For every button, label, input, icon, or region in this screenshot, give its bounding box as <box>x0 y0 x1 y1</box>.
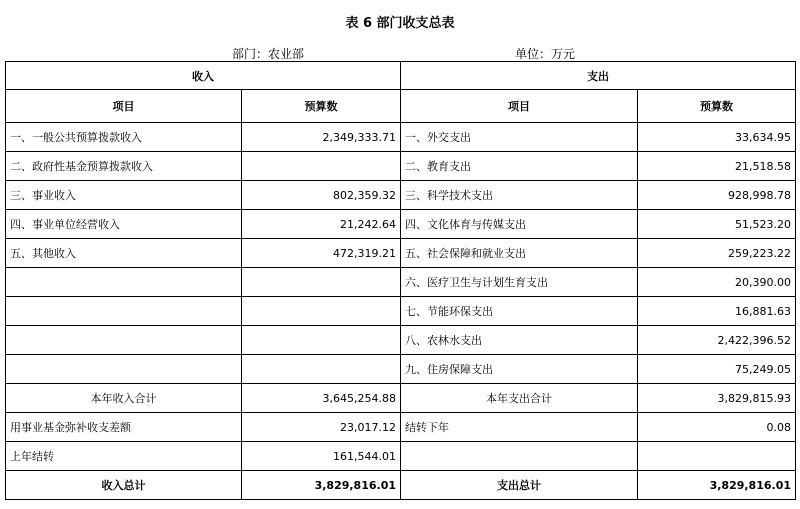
table-row <box>6 268 796 297</box>
income-item <box>6 268 242 297</box>
income-amount: 802,359.32 <box>242 181 401 210</box>
income-amount <box>242 326 401 355</box>
table-row <box>6 355 796 384</box>
expense-item: 六、医疗卫生与计划生育支出 <box>401 268 638 297</box>
expense-amount <box>638 442 796 471</box>
income-item-header: 项目 <box>6 90 242 123</box>
expense-item: 八、农林水支出 <box>401 326 638 355</box>
income-budget-header: 预算数 <box>242 90 401 123</box>
expense-amount: 0.08 <box>638 413 796 442</box>
expense-item <box>401 442 638 471</box>
income-amount: 2,349,333.71 <box>242 123 401 152</box>
income-amount <box>242 152 401 181</box>
expense-item: 结转下年 <box>401 413 638 442</box>
income-amount: 21,242.64 <box>242 210 401 239</box>
income-item: 用事业基金弥补收支差额 <box>6 413 242 442</box>
expense-budget-header: 预算数 <box>638 90 796 123</box>
expense-item: 九、住房保障支出 <box>401 355 638 384</box>
income-item: 四、事业单位经营收入 <box>6 210 242 239</box>
expense-header: 支出 <box>401 62 796 90</box>
income-item <box>6 355 242 384</box>
expense-amount: 51,523.20 <box>638 210 796 239</box>
expense-subtotal-label: 本年支出合计 <box>401 384 638 413</box>
income-subtotal-label: 本年收入合计 <box>6 384 242 413</box>
income-subtotal-amount: 3,645,254.88 <box>242 384 401 413</box>
expense-subtotal-amount: 3,829,815.93 <box>638 384 796 413</box>
income-item: 一、一般公共预算拨款收入 <box>6 123 242 152</box>
income-header: 收入 <box>6 62 401 90</box>
table-row <box>6 123 796 152</box>
expense-amount: 33,634.95 <box>638 123 796 152</box>
income-amount: 161,544.01 <box>242 442 401 471</box>
income-amount <box>242 268 401 297</box>
expense-item: 二、教育支出 <box>401 152 638 181</box>
expense-item: 四、文化体育与传媒支出 <box>401 210 638 239</box>
table-row <box>6 210 796 239</box>
department-label: 部门：农业部 <box>232 47 305 61</box>
income-amount <box>242 297 401 326</box>
table-row <box>6 413 796 442</box>
section-header-row <box>6 62 796 90</box>
expense-total-amount: 3,829,816.01 <box>638 471 796 500</box>
expense-amount: 16,881.63 <box>638 297 796 326</box>
income-item <box>6 326 242 355</box>
table-row <box>6 181 796 210</box>
expense-item: 三、科学技术支出 <box>401 181 638 210</box>
income-item: 二、政府性基金预算拨款收入 <box>6 152 242 181</box>
expense-amount: 21,518.58 <box>638 152 796 181</box>
income-item: 五、其他收入 <box>6 239 242 268</box>
expense-amount: 259,223.22 <box>638 239 796 268</box>
expense-item-header: 项目 <box>401 90 638 123</box>
expense-total-label: 支出总计 <box>401 471 638 500</box>
subtotal-row <box>6 384 796 413</box>
budget-table <box>5 61 796 500</box>
table-row <box>6 152 796 181</box>
income-total-label: 收入总计 <box>6 471 242 500</box>
expense-amount: 75,249.05 <box>638 355 796 384</box>
table-row <box>6 442 796 471</box>
income-amount: 23,017.12 <box>242 413 401 442</box>
column-header-row <box>6 90 796 123</box>
table-row <box>6 239 796 268</box>
table-title: 表 6 部门收支总表 <box>345 16 455 31</box>
expense-amount: 2,422,396.52 <box>638 326 796 355</box>
expense-amount: 928,998.78 <box>638 181 796 210</box>
expense-item: 一、外交支出 <box>401 123 638 152</box>
income-total-amount: 3,829,816.01 <box>242 471 401 500</box>
income-item: 上年结转 <box>6 442 242 471</box>
total-row <box>6 471 796 500</box>
table-row <box>6 297 796 326</box>
expense-amount: 20,390.00 <box>638 268 796 297</box>
income-item: 三、事业收入 <box>6 181 242 210</box>
expense-item: 五、社会保障和就业支出 <box>401 239 638 268</box>
income-item <box>6 297 242 326</box>
table-row <box>6 326 796 355</box>
expense-item: 七、节能环保支出 <box>401 297 638 326</box>
income-amount <box>242 355 401 384</box>
unit-label: 单位：万元 <box>515 47 576 61</box>
income-amount: 472,319.21 <box>242 239 401 268</box>
